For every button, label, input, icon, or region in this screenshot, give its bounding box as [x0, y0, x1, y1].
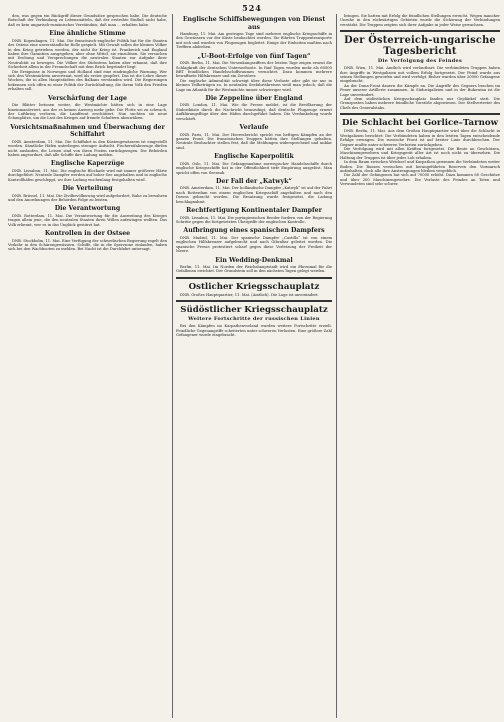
- article: [176, 277, 332, 297]
- article-headline: Ein Wedding-Denkmal: [215, 256, 293, 264]
- article-paragraph: Berlin, 11. Mai. Im Norden der Reichshauptstadt wird ein Ehrenmal für die Gefallenen errichtet. Der Grundstein soll in den nächsten Tagen gelegt werden.: [176, 265, 332, 274]
- article-headline: Die Zeppeline über England: [205, 94, 303, 102]
- article-paragraph: Auf dem südöstlichen Kriegsschauplatz fanden nur Geplänkel statt. Die Grenzposten haben mehrere feindliche Vorstöße abgewiesen. Der Stellvertreter des Chefs des Generalstabs.: [340, 97, 500, 110]
- article-paragraph: DNB. London, 11. Mai. Wie die Presse meldet, ist die Bevölkerung der Südostküste durch die Nachricht beunruhigt, daß deutsche Flugzeuge erneut Aufklärungsflüge über den Häfen durchgeführt haben. Die Verdunkelung wurde verschärft.: [176, 103, 332, 121]
- divider: [176, 300, 332, 302]
- article: [8, 95, 167, 121]
- article-paragraph: In dem Raum zwischen Weichsel und Karpathen gewinnen die Verbündeten weiter Boden. Die Russen versuchen mit herangeführten Reserven den Vormarsch aufzuhalten, doch alle ihre Anstrengungen bleiben vergeblich.: [340, 160, 500, 173]
- column-3: [336, 14, 500, 718]
- article: [8, 185, 167, 202]
- article-paragraph: DNB. Paris, 11. Mai. Der Heeresbericht spricht von heftigen Kämpfen an der ganzen Front. Die französischen Truppen hätten ihre Stellungen gehalten. Neutrale Beobachter stellen fest, daß die Meldungen widersprechend und unklar sind.: [176, 132, 332, 150]
- article-headline: Rechtfertigung Kontinentaler Dampfer: [186, 207, 322, 215]
- article: [176, 95, 332, 121]
- article-paragraph: DNB. Wien, 11. Mai. Amtlich wird verlautbart: Die verbündeten Truppen haben ihre Angriffe in Westgalizien mit vollem Erfolg fortgesetzt. Der Feind wurde aus seinen Stellungen geworfen und wird verfolgt. Bisher wurden über 20000 Gefangene eingebracht.: [340, 66, 500, 84]
- article-headline: Der Fall der „Katwyk“: [216, 177, 292, 185]
- article-paragraph: Hamburg, 11. Mai. Am gestrigen Tage sind mehrere englische Kriegsschiffe in den Gewässern vor der Küste beobachtet worden. Sie führten Truppentransporte mit sich und wurden von Flugzeugen begleitet. Einige der Einheiten mußten nach Treffern abdrehen.: [176, 32, 332, 50]
- article-paragraph: DNB. Kopenhagen, 11. Mai. Die französisch-englische Politik hat für die Staaten des Ostens eine unverständliche Rolle gespielt. Mit Gewalt sollen die kleinen Völker in den Krieg getrieben werden, der nicht ihr Krieg ist. Frankreich und England haben ihre Garantien ausgegeben, aber ohne Mittel, sie einzulösen. Sie versuchen mit Drohung und Versprechungen die neutralen Staaten zur Aufgabe ihrer Neutralität zu bewegen. Die Völker des Südostens haben aber erkannt, daß ihre Sicherheit allein in der Freundschaft mit dem Reich begründet liegt.: [8, 38, 167, 70]
- page-number: 524: [242, 3, 262, 13]
- article-headline: Die Verteilung: [62, 185, 113, 193]
- article-headline: Englische Kaperzüge: [50, 160, 125, 168]
- article: [340, 14, 500, 27]
- article: [340, 113, 500, 186]
- article-paragraph: den, was gegen ein Rückgriff dieser Grundsätze gesprochen habe. Die deutsche Botschaft der Verbindung zu Lebensmitteln, daß der erstrebte Einfluß nicht habe, daß es kein ungarisch-rumänisches Verständnis, daß man ... erhalten habe.: [8, 14, 167, 27]
- article-headline: „U-Boot-Erfolge von fünf Tagen“: [197, 52, 311, 60]
- article-paragraph: DNB. Oslo, 11. Mai. Die Gefangennahme norwegischer Handelsschiffe durch englische Kriegsschiffe hat in der Öffentlichkeit tiefe Empörung ausgelöst. Man spricht offen von Seeraub.: [176, 161, 332, 175]
- article-headline: Die Verantwortung: [54, 205, 121, 213]
- article: [8, 14, 167, 27]
- article-paragraph: Die Blätter betonen weiter, die Westmächte hätten sich in eine Lage hineinmanövriert, aus der es keinen Ausweg mehr gebe. Die Flotte sei zu schwach, der Luftkrieg verloren, die Landfront erschüttert. Nun suchten sie neue Schauplätze, um die Last des Krieges auf fremde Schultern abzuwälzen.: [8, 103, 167, 121]
- article-headline: Südöstlicher Kriegsschauplatz: [180, 305, 328, 316]
- article: [8, 124, 167, 158]
- article-subheadline: Weitere Fortschritte der russischen Linien: [188, 316, 320, 323]
- article-paragraph: DNB. Berlin, 11. Mai. Aus dem Großen Hauptquartier wird über die Schlacht in Westgalizien berichtet: Die Verbündeten haben in den letzten Tagen entscheidende Erfolge errungen. Die russische Front ist auf breiter Linie durchbrochen. Der Gegner mußte unter schweren Verlusten zurückgehen.: [340, 129, 500, 147]
- article-paragraph: Die englische Admiralität schweigt über diese Verluste oder gibt sie nur in kleinen Teilbeträgen zu. In neutralen Seefahrtskreisen weiß man jedoch, daß die Lage im Atlantik für die Westmächte immer schwieriger wird.: [176, 78, 332, 92]
- article-paragraph: Bei den Kämpfen im Karpathenvorland wurden weitere Fortschritte erzielt. Feindliche Gegenangriffe scheiterten unter schweren Verlusten. Eine größere Zahl Gefangener wurde eingebracht.: [176, 324, 332, 338]
- divider: [340, 113, 500, 115]
- column-1: [8, 14, 167, 718]
- article: [176, 257, 332, 274]
- article-paragraph: DNB. Madrid, 11. Mai. Der spanische Dampfer „Castillo“ ist von einem englischen Hilfskreuzer aufgebracht und nach Gibraltar geleitet worden. Die spanische Presse protestiert scharf gegen diese Verletzung der Freiheit der Meere.: [176, 235, 332, 254]
- article-headline: Vorsichtsmaßnahmen und Überwachung der Schiffahrt: [10, 123, 165, 139]
- article: [8, 205, 167, 227]
- article-paragraph: Die Verfolgung wird mit allen Kräften fortgesetzt. Die Beute an Geschützen, Maschinengewehren und Kriegsgerät aller Art ist noch nicht zu übersehen. Die Haltung der Truppen ist über jedes Lob erhaben.: [340, 146, 500, 160]
- article-subheadline: Die Verfolgung des Feindes: [377, 58, 463, 65]
- article-paragraph: DNB. Stockholm, 11. Mai. Eine Verfügung der schwedischen Regierung regelt den Verkehr in den Schärengewässern. Schiffe, die in die Sperrzone einlaufen, haben sich bei den Wachbooten zu melden. Bei Nacht ist die Durchfahrt untersagt.: [8, 238, 167, 252]
- article: [176, 207, 332, 224]
- article: [176, 53, 332, 92]
- article-paragraph: DNB. Großes Hauptquartier, 11. Mai. (Amtlich). Die Lage ist unverändert.: [180, 292, 319, 297]
- article-headline: Englische Kaperpolitik: [214, 153, 294, 161]
- article-headline: Kontrollen in der Ostsee: [44, 230, 131, 238]
- article-paragraph: DNB. Lissabon, 11. Mai. Die portugiesischen Reeder fordern von der Regierung Schritte gegen die fortgesetzten Übergriffe der englischen Kontrolle.: [176, 215, 332, 224]
- divider: [340, 30, 500, 32]
- article-headline: Die Schlacht bei Gorlice–Tarnow: [341, 118, 499, 129]
- article: [176, 227, 332, 253]
- article-headline: Verlaufe: [239, 124, 269, 132]
- column-2: [172, 14, 332, 718]
- article-paragraph: Die Zahl der Gefangenen hat sich auf 70000 erhöht. Dazu kommen 60 Geschütze und über 200 Maschinengewehre. Die Verluste des Feindes an Toten und Verwundeten sind sehr schwer.: [340, 173, 500, 187]
- article-paragraph: Die Ereignisse in Norwegen und Holland sind eine eindringliche Warnung. Wer sich den Westmächten anvertraut, wird als erster geopfert. Das ist die Lehre dieser Wochen, die in allen Hauptstädten des Balkans verstanden wird. Die Regierungen bekennen sich offen zu einer Politik der Zurückhaltung, die ihrem Volk den Frieden erhalten soll.: [8, 69, 167, 92]
- article-headline: Der Österreich-ungarische Tagesbericht: [344, 35, 496, 58]
- article: [176, 124, 332, 150]
- article-paragraph: DNB. Lissabon, 11. Mai. Die englische Blockade wird mit immer größerer Härte durchgeführt. Neutrale Dampfer werden auf hoher See angehalten und in englische Kontrollhäfen geschleppt, wo ihre Ladung wochenlang festgehalten wird.: [8, 168, 167, 182]
- article-headline: Verschärfung der Lage: [48, 94, 127, 102]
- article: [176, 178, 332, 204]
- article-paragraph: DNB. Amsterdam, 11. Mai. Die Schiffahrt in den Küstengewässern ist eingestellt worden. Sämtliche Häfen unterliegen strenger Aufsicht. Fischereifahrzeuge dürfen nicht auslaufen, die Lotsen sind von ihren Posten zurückgezogen. Die Behörden haben angeordnet, daß alle Schiffe ihre Ladung melden.: [8, 139, 167, 157]
- article-paragraph: DNB. Amsterdam, 11. Mai. Der holländische Dampfer „Katwyk“ ist auf der Fahrt nach Rotterdam von einem englischen Kriegsschiff angehalten und nach den Downs gebracht worden. Die Besatzung wurde festgesetzt, die Ladung beschlagnahmt.: [176, 186, 332, 204]
- article-paragraph: DNB. Berlin, 11. Mai. Die Versenkungsziffern der letzten Tage zeigen erneut die Schlagkraft der deutschen Unterseeboote. In fünf Tagen wurden mehr als 60000 BRT feindlichen Handelsschiffsraumes vernichtet. Dazu kommen mehrere bewaffnete Hilfskreuzer und ein Zerstörer.: [176, 61, 332, 79]
- article-paragraph: DNB. Rotterdam, 11. Mai. Die Verantwortung für die Ausweitung des Krieges tragen allein jene, die den neutralen Staaten ihren Willen aufzwingen wollten. Das Volk erkennt, wer es in das Unglück gestürzt hat.: [8, 213, 167, 227]
- article: [8, 30, 167, 91]
- article: [176, 153, 332, 175]
- article-headline: Englische Schiffsbewegungen von Dienst aus: [182, 16, 326, 31]
- divider: [176, 277, 332, 279]
- article-paragraph: DNB. Brüssel, 11. Mai. Die Zivilbevölkerung wird aufgefordert, Ruhe zu bewahren und den Anordnungen der Behörden Folge zu leisten.: [8, 193, 167, 202]
- article: [176, 16, 332, 50]
- article: [176, 300, 332, 337]
- article: [8, 160, 167, 182]
- article-headline: Ostlicher Kriegsschauplatz: [188, 281, 320, 292]
- article: [8, 230, 167, 252]
- article-headline: Eine ähnliche Stimme: [49, 30, 126, 38]
- article-paragraph: bringen. Sie hatten mit Erfolg die feindlichen Stellungen erreicht. Wegen mancher Unruhe in den rückwärtigen Gebieten wurde die Sicherung der Verbindungen verstärkt. Die Truppen zeigten sich ihrer Aufgabe in jeder Weise gewachsen.: [340, 14, 500, 27]
- article-headline: Aufbringung eines spanischen Dampfers: [183, 227, 325, 235]
- article: [340, 30, 500, 110]
- article-paragraph: An der Duna-Front dauern die Kämpfe an. Die Angriffe des Gegners brachen im Feuer unserer Artillerie zusammen. In Südostgalizien und in der Bukowina ist die Lage unverändert.: [340, 83, 500, 97]
